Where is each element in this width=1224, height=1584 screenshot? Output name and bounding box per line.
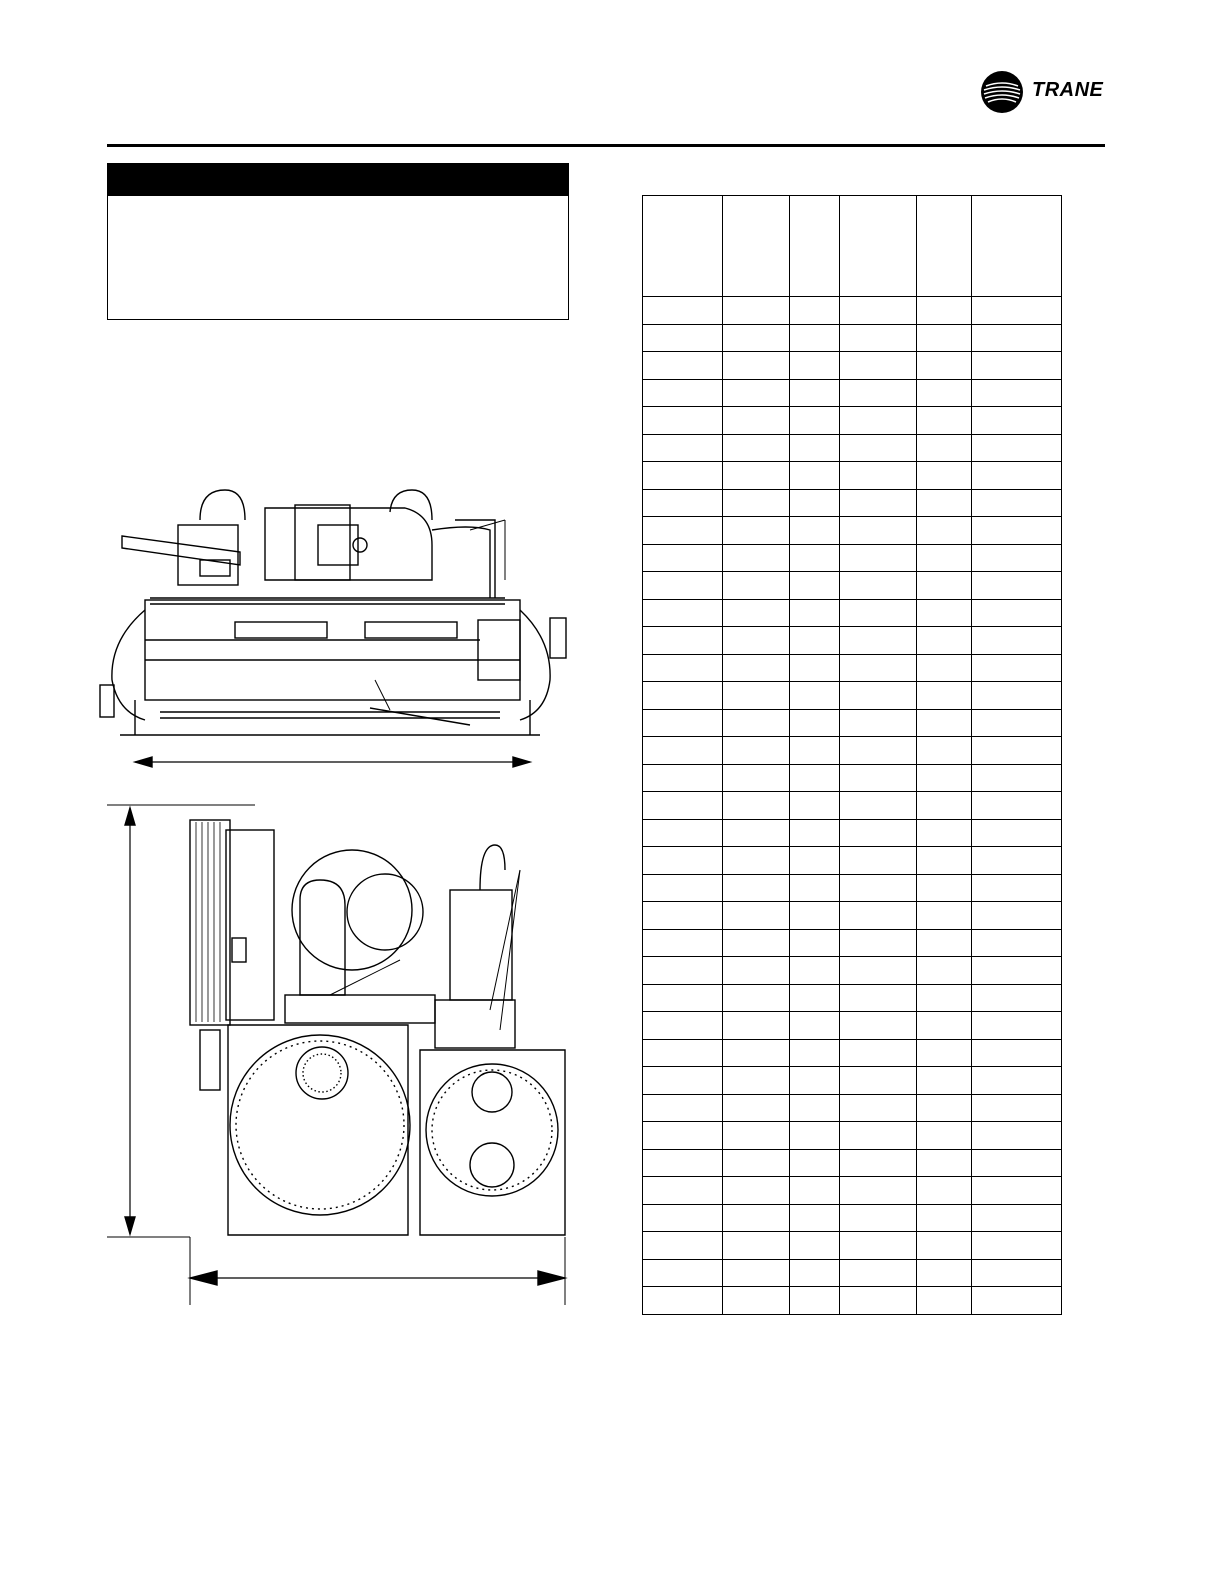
table-cell bbox=[723, 517, 790, 545]
table-cell bbox=[972, 627, 1062, 655]
table-cell bbox=[917, 847, 972, 875]
table-cell bbox=[917, 352, 972, 380]
front-view bbox=[100, 490, 566, 767]
table-cell bbox=[643, 709, 723, 737]
table-row bbox=[643, 1259, 1062, 1287]
table-row bbox=[643, 599, 1062, 627]
table-cell bbox=[840, 1287, 917, 1315]
table-cell bbox=[643, 462, 723, 490]
table-cell bbox=[723, 462, 790, 490]
table-cell bbox=[643, 847, 723, 875]
table-cell bbox=[840, 737, 917, 765]
table-cell bbox=[643, 1232, 723, 1260]
table-cell bbox=[917, 1122, 972, 1150]
table-cell bbox=[723, 1122, 790, 1150]
table-cell bbox=[723, 1204, 790, 1232]
table-row bbox=[643, 1094, 1062, 1122]
table-row bbox=[643, 709, 1062, 737]
trane-logo bbox=[980, 70, 1106, 114]
table-cell bbox=[840, 682, 917, 710]
table-cell bbox=[643, 379, 723, 407]
table-cell bbox=[917, 324, 972, 352]
table-cell bbox=[917, 599, 972, 627]
table-cell bbox=[790, 517, 840, 545]
table-cell bbox=[643, 1287, 723, 1315]
table-row bbox=[643, 517, 1062, 545]
table-row bbox=[643, 1287, 1062, 1315]
table-cell bbox=[790, 819, 840, 847]
table-row bbox=[643, 434, 1062, 462]
table-cell bbox=[643, 737, 723, 765]
table-row bbox=[643, 902, 1062, 930]
table-cell bbox=[917, 434, 972, 462]
table-cell bbox=[840, 1177, 917, 1205]
table-cell bbox=[643, 874, 723, 902]
table-cell bbox=[723, 847, 790, 875]
table-cell bbox=[790, 1204, 840, 1232]
table-cell bbox=[723, 792, 790, 820]
table-cell bbox=[972, 984, 1062, 1012]
table-cell bbox=[917, 297, 972, 325]
table-cell bbox=[840, 297, 917, 325]
table-cell bbox=[972, 654, 1062, 682]
table-cell bbox=[917, 1259, 972, 1287]
table-cell bbox=[972, 599, 1062, 627]
table-cell bbox=[643, 1177, 723, 1205]
table-cell bbox=[643, 1094, 723, 1122]
table-cell bbox=[972, 352, 1062, 380]
table-cell bbox=[643, 627, 723, 655]
table-row bbox=[643, 407, 1062, 435]
table-cell bbox=[917, 654, 972, 682]
table-cell bbox=[790, 792, 840, 820]
brand-wordmark: TRANE bbox=[1032, 79, 1104, 101]
table-row bbox=[643, 1232, 1062, 1260]
table-cell bbox=[840, 627, 917, 655]
table-row bbox=[643, 1122, 1062, 1150]
table-cell bbox=[917, 379, 972, 407]
table-cell bbox=[840, 847, 917, 875]
table-cell bbox=[643, 434, 723, 462]
table-row bbox=[643, 764, 1062, 792]
table-cell bbox=[917, 1039, 972, 1067]
table-cell bbox=[723, 297, 790, 325]
table-cell bbox=[790, 874, 840, 902]
table-cell bbox=[972, 682, 1062, 710]
table-cell bbox=[723, 627, 790, 655]
table-cell bbox=[972, 1259, 1062, 1287]
table-cell bbox=[972, 297, 1062, 325]
table-row bbox=[643, 352, 1062, 380]
table-cell bbox=[790, 572, 840, 600]
table-cell bbox=[840, 379, 917, 407]
table-cell bbox=[917, 902, 972, 930]
table-cell bbox=[972, 1149, 1062, 1177]
table-cell bbox=[723, 434, 790, 462]
table-row bbox=[643, 324, 1062, 352]
table-cell bbox=[972, 792, 1062, 820]
table-cell bbox=[723, 489, 790, 517]
table-cell bbox=[790, 902, 840, 930]
table-cell bbox=[917, 1204, 972, 1232]
table-cell bbox=[917, 737, 972, 765]
table-cell bbox=[840, 874, 917, 902]
table-cell bbox=[723, 1094, 790, 1122]
table-cell bbox=[790, 379, 840, 407]
table-cell bbox=[790, 1067, 840, 1095]
table-cell bbox=[790, 196, 840, 297]
table-cell bbox=[840, 462, 917, 490]
table-cell bbox=[723, 737, 790, 765]
end-view bbox=[107, 805, 565, 1305]
table-cell bbox=[840, 764, 917, 792]
table-cell bbox=[840, 434, 917, 462]
table-cell bbox=[972, 929, 1062, 957]
table-row bbox=[643, 572, 1062, 600]
table-cell bbox=[790, 462, 840, 490]
table-cell bbox=[723, 1177, 790, 1205]
table-cell bbox=[723, 1012, 790, 1040]
table-cell bbox=[840, 352, 917, 380]
table-cell bbox=[643, 572, 723, 600]
table-row bbox=[643, 1204, 1062, 1232]
table-cell bbox=[643, 1259, 723, 1287]
table-cell bbox=[723, 1149, 790, 1177]
table-cell bbox=[790, 984, 840, 1012]
table-cell bbox=[972, 764, 1062, 792]
table-cell bbox=[840, 957, 917, 985]
table-cell bbox=[972, 434, 1062, 462]
table-cell bbox=[840, 489, 917, 517]
table-row bbox=[643, 297, 1062, 325]
table-cell bbox=[643, 984, 723, 1012]
table-cell bbox=[643, 902, 723, 930]
table-row bbox=[643, 1149, 1062, 1177]
table-cell bbox=[972, 1122, 1062, 1150]
table-cell bbox=[723, 682, 790, 710]
table-cell bbox=[840, 407, 917, 435]
table-cell bbox=[972, 957, 1062, 985]
table-cell bbox=[790, 627, 840, 655]
table-cell bbox=[840, 654, 917, 682]
table-cell bbox=[972, 1094, 1062, 1122]
table-cell bbox=[790, 1122, 840, 1150]
table-cell bbox=[790, 764, 840, 792]
table-row bbox=[643, 627, 1062, 655]
table-row bbox=[643, 462, 1062, 490]
table-cell bbox=[917, 874, 972, 902]
table-cell bbox=[790, 544, 840, 572]
table-cell bbox=[790, 434, 840, 462]
table-cell bbox=[840, 1012, 917, 1040]
table-row bbox=[643, 984, 1062, 1012]
table-cell bbox=[643, 489, 723, 517]
table-cell bbox=[790, 297, 840, 325]
table-cell bbox=[723, 902, 790, 930]
table-cell bbox=[917, 957, 972, 985]
table-cell bbox=[790, 489, 840, 517]
table-cell bbox=[972, 544, 1062, 572]
trane-circle-logo-icon bbox=[980, 70, 1024, 114]
table-row bbox=[643, 792, 1062, 820]
table-cell bbox=[840, 324, 917, 352]
table-cell bbox=[972, 847, 1062, 875]
table-cell bbox=[840, 572, 917, 600]
table-cell bbox=[972, 1287, 1062, 1315]
table-cell bbox=[723, 957, 790, 985]
table-cell bbox=[972, 324, 1062, 352]
table-cell bbox=[840, 902, 917, 930]
table-cell bbox=[972, 379, 1062, 407]
table-cell bbox=[840, 599, 917, 627]
table-cell bbox=[917, 462, 972, 490]
table-header-row bbox=[643, 196, 1062, 297]
table-cell bbox=[723, 654, 790, 682]
table-row bbox=[643, 682, 1062, 710]
table-cell bbox=[972, 462, 1062, 490]
table-cell bbox=[917, 709, 972, 737]
table-cell bbox=[790, 1149, 840, 1177]
table-cell bbox=[643, 196, 723, 297]
table-cell bbox=[723, 324, 790, 352]
table-cell bbox=[723, 1039, 790, 1067]
table-cell bbox=[840, 196, 917, 297]
table-cell bbox=[840, 819, 917, 847]
table-cell bbox=[917, 792, 972, 820]
table-cell bbox=[840, 1232, 917, 1260]
table-cell bbox=[840, 1149, 917, 1177]
table-cell bbox=[840, 929, 917, 957]
table-cell bbox=[972, 1204, 1062, 1232]
table-cell bbox=[723, 929, 790, 957]
table-row bbox=[643, 819, 1062, 847]
table-row bbox=[643, 544, 1062, 572]
table-row bbox=[643, 737, 1062, 765]
table-cell bbox=[917, 1232, 972, 1260]
table-cell bbox=[723, 196, 790, 297]
table-cell bbox=[917, 764, 972, 792]
table-cell bbox=[643, 1204, 723, 1232]
table-cell bbox=[917, 572, 972, 600]
table-cell bbox=[790, 1259, 840, 1287]
table-cell bbox=[972, 407, 1062, 435]
table-cell bbox=[972, 1039, 1062, 1067]
table-cell bbox=[917, 517, 972, 545]
table-cell bbox=[972, 572, 1062, 600]
table-cell bbox=[917, 196, 972, 297]
table-cell bbox=[972, 709, 1062, 737]
table-row bbox=[643, 379, 1062, 407]
table-cell bbox=[723, 984, 790, 1012]
table-cell bbox=[643, 407, 723, 435]
table-cell bbox=[840, 1122, 917, 1150]
table-row bbox=[643, 654, 1062, 682]
table-cell bbox=[643, 297, 723, 325]
table-cell bbox=[917, 1149, 972, 1177]
table-cell bbox=[790, 1232, 840, 1260]
table-cell bbox=[972, 1012, 1062, 1040]
table-cell bbox=[643, 324, 723, 352]
table-row bbox=[643, 1067, 1062, 1095]
table-cell bbox=[840, 1094, 917, 1122]
table-cell bbox=[840, 984, 917, 1012]
table-row bbox=[643, 1012, 1062, 1040]
table-cell bbox=[840, 1067, 917, 1095]
table-cell bbox=[723, 1259, 790, 1287]
table-cell bbox=[643, 517, 723, 545]
table-cell bbox=[723, 379, 790, 407]
table-cell bbox=[917, 1287, 972, 1315]
table-cell bbox=[840, 709, 917, 737]
table-cell bbox=[723, 599, 790, 627]
table-cell bbox=[972, 1177, 1062, 1205]
table-cell bbox=[790, 352, 840, 380]
table-cell bbox=[643, 957, 723, 985]
table-row bbox=[643, 1177, 1062, 1205]
table-cell bbox=[790, 599, 840, 627]
table-cell bbox=[972, 1067, 1062, 1095]
table-cell bbox=[723, 1287, 790, 1315]
table-cell bbox=[643, 792, 723, 820]
table-cell bbox=[723, 572, 790, 600]
table-cell bbox=[643, 544, 723, 572]
table-cell bbox=[972, 874, 1062, 902]
table-cell bbox=[917, 682, 972, 710]
table-cell bbox=[643, 1149, 723, 1177]
table-row bbox=[643, 874, 1062, 902]
table-cell bbox=[643, 1122, 723, 1150]
table-cell bbox=[790, 929, 840, 957]
table-cell bbox=[643, 1039, 723, 1067]
table-cell bbox=[972, 517, 1062, 545]
table-cell bbox=[723, 407, 790, 435]
table-cell bbox=[643, 599, 723, 627]
table-cell bbox=[723, 874, 790, 902]
table-row bbox=[643, 1039, 1062, 1067]
table-cell bbox=[723, 352, 790, 380]
table-cell bbox=[643, 654, 723, 682]
table-cell bbox=[917, 1067, 972, 1095]
table-cell bbox=[790, 1039, 840, 1067]
table-cell bbox=[643, 764, 723, 792]
table-cell bbox=[643, 1012, 723, 1040]
table-cell bbox=[790, 1094, 840, 1122]
table-cell bbox=[840, 1039, 917, 1067]
table-cell bbox=[972, 902, 1062, 930]
table-cell bbox=[917, 929, 972, 957]
table-cell bbox=[790, 682, 840, 710]
table-row bbox=[643, 957, 1062, 985]
table-cell bbox=[643, 352, 723, 380]
table-cell bbox=[972, 1232, 1062, 1260]
table-cell bbox=[917, 544, 972, 572]
table-cell bbox=[723, 819, 790, 847]
table-cell bbox=[917, 489, 972, 517]
table-cell bbox=[643, 929, 723, 957]
table-cell bbox=[723, 544, 790, 572]
table-cell bbox=[790, 1012, 840, 1040]
chiller-dimension-drawing bbox=[0, 0, 620, 1320]
table-cell bbox=[917, 984, 972, 1012]
table-cell bbox=[917, 407, 972, 435]
table-cell bbox=[840, 792, 917, 820]
table-cell bbox=[790, 709, 840, 737]
table-cell bbox=[917, 1012, 972, 1040]
table-cell bbox=[917, 1177, 972, 1205]
table-cell bbox=[723, 764, 790, 792]
table-cell bbox=[643, 1067, 723, 1095]
table-cell bbox=[972, 737, 1062, 765]
table-cell bbox=[917, 819, 972, 847]
table-cell bbox=[972, 196, 1062, 297]
table-cell bbox=[840, 1204, 917, 1232]
table-row bbox=[643, 847, 1062, 875]
table-row bbox=[643, 489, 1062, 517]
table-cell bbox=[917, 1094, 972, 1122]
table-cell bbox=[972, 489, 1062, 517]
table-row bbox=[643, 929, 1062, 957]
table-cell bbox=[790, 847, 840, 875]
table-cell bbox=[723, 1067, 790, 1095]
table-cell bbox=[790, 654, 840, 682]
table-cell bbox=[643, 682, 723, 710]
table-cell bbox=[840, 544, 917, 572]
table-cell bbox=[917, 627, 972, 655]
table-cell bbox=[790, 1177, 840, 1205]
data-grid-table bbox=[642, 195, 1062, 1315]
table-cell bbox=[972, 819, 1062, 847]
table-cell bbox=[840, 517, 917, 545]
table-cell bbox=[790, 1287, 840, 1315]
table-cell bbox=[790, 737, 840, 765]
table-cell bbox=[723, 709, 790, 737]
table-cell bbox=[790, 407, 840, 435]
table-cell bbox=[840, 1259, 917, 1287]
table-cell bbox=[790, 324, 840, 352]
table-cell bbox=[643, 819, 723, 847]
table-cell bbox=[790, 957, 840, 985]
table-cell bbox=[723, 1232, 790, 1260]
